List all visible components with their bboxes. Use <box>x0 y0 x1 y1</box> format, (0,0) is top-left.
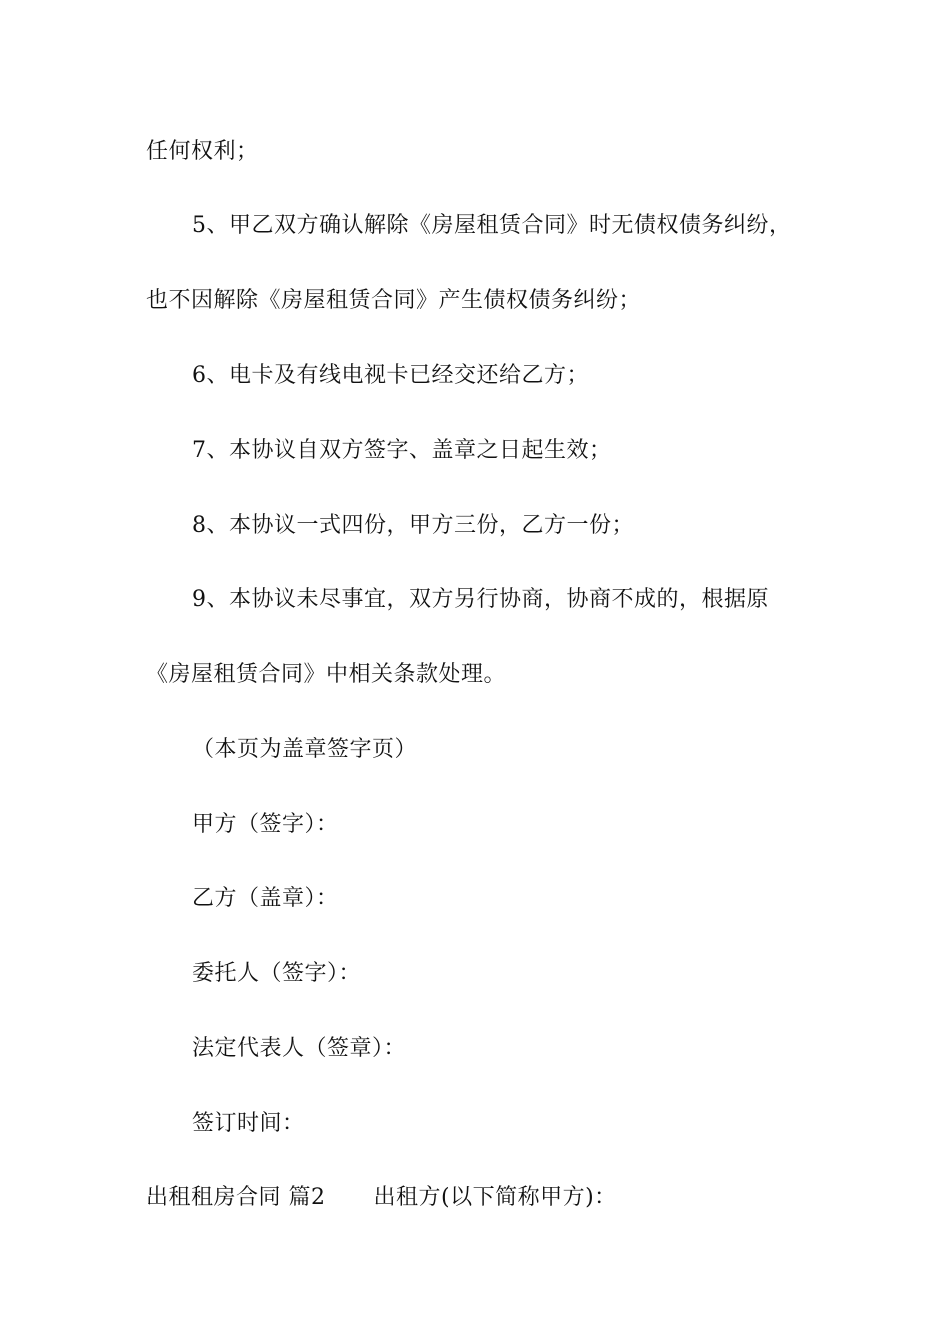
clause-9-line-2: 《房屋租赁合同》中相关条款处理。 <box>146 662 507 687</box>
next-contract-heading <box>146 1183 617 1213</box>
contract-title: 出租租房合同 篇2 <box>146 1185 326 1210</box>
agent-signature-field: 委托人（签字）： <box>192 961 362 986</box>
clause-9-line-1: 9、本协议未尽事宜，双方另行协商，协商不成的，根据原 <box>192 587 769 612</box>
clause-7: 7、本协议自双方签字、盖章之日起生效； <box>192 438 612 463</box>
clause-5-line-1: 5、甲乙双方确认解除《房屋租赁合同》时无债权债务纠纷， <box>192 213 792 238</box>
party-a-signature-field: 甲方（签字）： <box>192 812 339 837</box>
clause-5-line-2: 也不因解除《房屋租赁合同》产生债权债务纠纷； <box>146 288 642 313</box>
lessor-label: 出租方(以下简称甲方)： <box>373 1185 617 1210</box>
text-line-rights: 任何权利； <box>146 139 259 164</box>
party-b-seal-field: 乙方（盖章）： <box>192 886 339 911</box>
clause-8: 8、本协议一式四份，甲方三份，乙方一份； <box>192 513 634 538</box>
signature-page-note: （本页为盖章签字页） <box>192 737 418 762</box>
signing-date-field: 签订时间： <box>192 1111 305 1136</box>
legal-representative-field: 法定代表人（签章）： <box>192 1036 407 1061</box>
clause-6: 6、电卡及有线电视卡已经交还给乙方； <box>192 363 589 388</box>
